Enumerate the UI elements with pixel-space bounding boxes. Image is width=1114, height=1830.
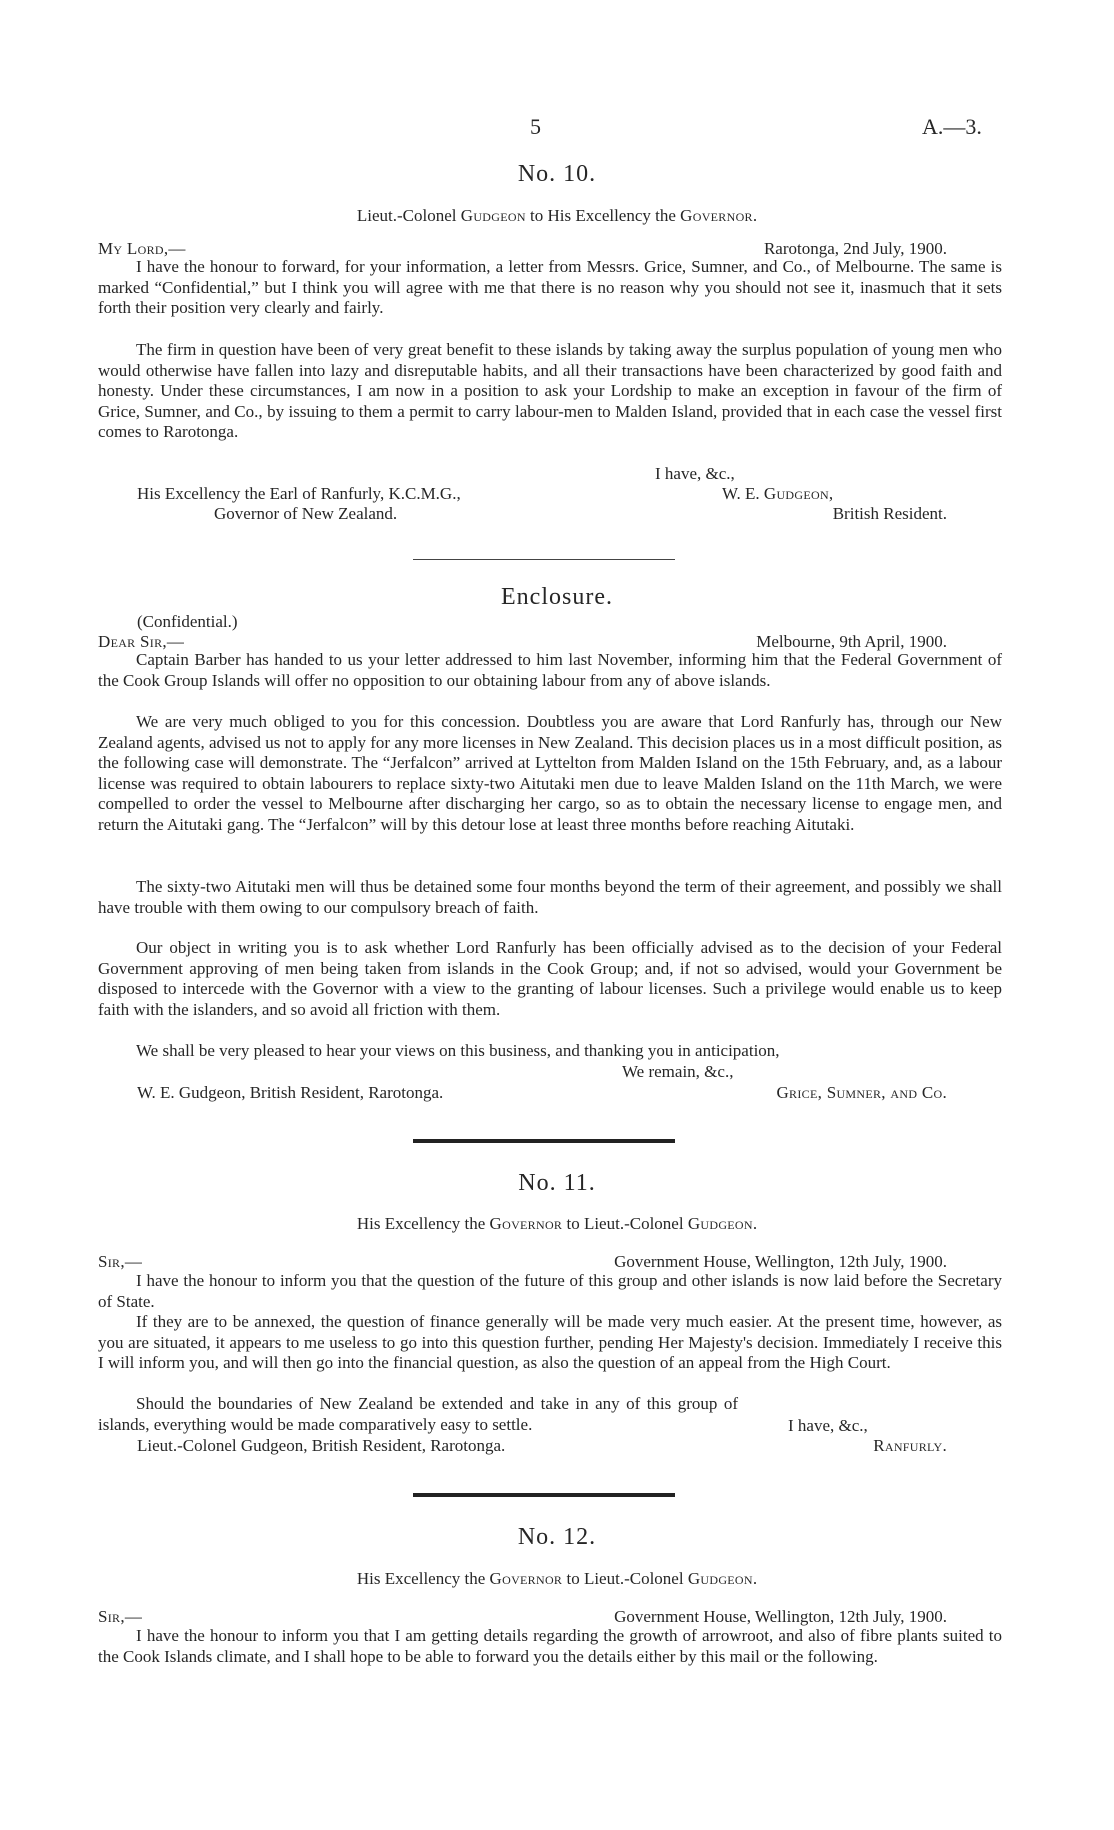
salutation: My Lord,— <box>98 239 186 258</box>
letter-paragraph: I have the honour to inform you that I am getting details regarding the growth of arrowroot, and also of fibre plants suited to the Cook Islands climate, and I shall hope to be able to forward you the details either by this mail or the following. <box>98 1626 1002 1666</box>
letter-paragraph: Our object in writing you is to ask whether Lord Ranfurly has been officially advised as to the decision of your Federal Government approving of men being taken from islands in the Cook Group; and, if not so advised, would your Government be disposed to intercede with the Governor with a view to the granting of labour licenses. Such a privilege would enable us to keep faith with the islanders, and so avoid all friction with them. <box>98 938 1002 1019</box>
letter-paragraph: Should the boundaries of New Zealand be extended and take in any of this group of islands, everything would be made comparatively easy to settle. <box>98 1394 738 1434</box>
letter-paragraph: If they are to be annexed, the question of finance generally will be made very much easier. At the present time, however, as you are situated, it appears to me useless to go into this question further, pending Her Majesty's decision. Immediately I receive this I will inform you, and will then go into the financial question, as also the question of an appeal from the High Court. <box>98 1312 1002 1372</box>
section-divider <box>413 1139 675 1143</box>
page-number: 5 <box>530 114 541 139</box>
letter-paragraph: We shall be very pleased to hear your views on this business, and thanking you in anticipation, <box>136 1041 780 1060</box>
salutation: Sir,— <box>98 1252 143 1271</box>
document-reference: A.—3. <box>922 114 982 139</box>
signer: Grice, Sumner, and Co. <box>776 1083 947 1102</box>
enclosure-title: Enclosure. <box>501 584 613 610</box>
section-subtitle-no10: Lieut.-Colonel Gudgeon to His Excellency the Governor. <box>356 206 758 225</box>
signer-title: British Resident. <box>832 504 947 523</box>
closing: I have, &c., <box>655 464 735 483</box>
addressee-line: His Excellency the Earl of Ranfurly, K.C.M.G., <box>137 484 461 503</box>
letter-paragraph: I have the honour to inform you that the question of the future of this group and other islands is now laid before the Secretary of State. <box>98 1271 1002 1311</box>
closing: I have, &c., <box>788 1416 868 1435</box>
addressee-line: W. E. Gudgeon, British Resident, Rarotonga. <box>137 1083 444 1102</box>
addressee-line: Governor of New Zealand. <box>214 504 398 523</box>
letter-paragraph: The sixty-two Aitutaki men will thus be detained some four months beyond the term of their agreement, and possibly we shall have trouble with them owing to our compulsory breach of faith. <box>98 877 1002 917</box>
section-divider <box>413 1493 675 1497</box>
section-title-no10: No. 10. <box>517 161 597 187</box>
confidential-note: (Confidential.) <box>137 612 238 631</box>
section-title-no11: No. 11. <box>518 1170 596 1196</box>
section-title-no12: No. 12. <box>517 1524 597 1550</box>
letter-paragraph: I have the honour to forward, for your information, a letter from Messrs. Grice, Sumner, and Co., of Melbourne. The same is marked “Confidential,” but I think you will agree with me that there is no reason why you should not see it, inasmuch that it sets forth their position very clearly and fairly. <box>98 257 1002 317</box>
letter-paragraph: Captain Barber has handed to us your letter addressed to him last November, informing him that the Federal Government of the Cook Group Islands will offer no opposition to our obtaining labour from any of above islands. <box>98 650 1002 690</box>
addressee-line: Lieut.-Colonel Gudgeon, British Resident, Rarotonga. <box>137 1436 506 1455</box>
place-date: Rarotonga, 2nd July, 1900. <box>763 239 947 258</box>
signer: Ranfurly. <box>873 1436 947 1455</box>
letter-paragraph: We are very much obliged to you for this concession. Doubtless you are aware that Lord Ranfurly has, through our New Zealand agents, advised us not to apply for any more licenses in New Zealand. This decision places us in a most difficult position, as the following case will demonstrate. The “Jerfalcon” arrived at Lyttelton from Malden Island on the 15th February, and, as a labour license was required to obtain labourers to replace sixty-two Aitutaki men due to leave Malden Island on the 11th March, we were compelled to order the vessel to Melbourne after discharging her cargo, so as to obtain the necessary license to engage men, and return the Aitutaki gang. The “Jerfalcon” will by this detour lose at least three months before reaching Aitutaki. <box>98 712 1002 834</box>
place-date: Government House, Wellington, 12th July, 1900. <box>614 1252 947 1271</box>
letter-paragraph: The firm in question have been of very great benefit to these islands by taking away the surplus population of young men who would otherwise have fallen into lazy and disreputable habits, and all their transactions have been characterized by good faith and honesty. Under these circumstances, I am now in a position to ask your Lordship to make an exception in favour of the firm of Grice, Sumner, and Co., by issuing to them a permit to carry labour-men to Malden Island, provided that in each case the vessel first comes to Rarotonga. <box>98 340 1002 441</box>
section-subtitle-no11: His Excellency the Governor to Lieut.-Colonel Gudgeon. <box>356 1214 758 1233</box>
section-subtitle-no12: His Excellency the Governor to Lieut.-Colonel Gudgeon. <box>356 1569 758 1588</box>
salutation: Dear Sir,— <box>98 632 185 651</box>
section-divider <box>413 559 675 560</box>
signer: W. E. Gudgeon, <box>722 484 834 503</box>
salutation: Sir,— <box>98 1607 143 1626</box>
place-date: Melbourne, 9th April, 1900. <box>756 632 947 651</box>
place-date: Government House, Wellington, 12th July, 1900. <box>614 1607 947 1626</box>
closing: We remain, &c., <box>622 1062 734 1081</box>
